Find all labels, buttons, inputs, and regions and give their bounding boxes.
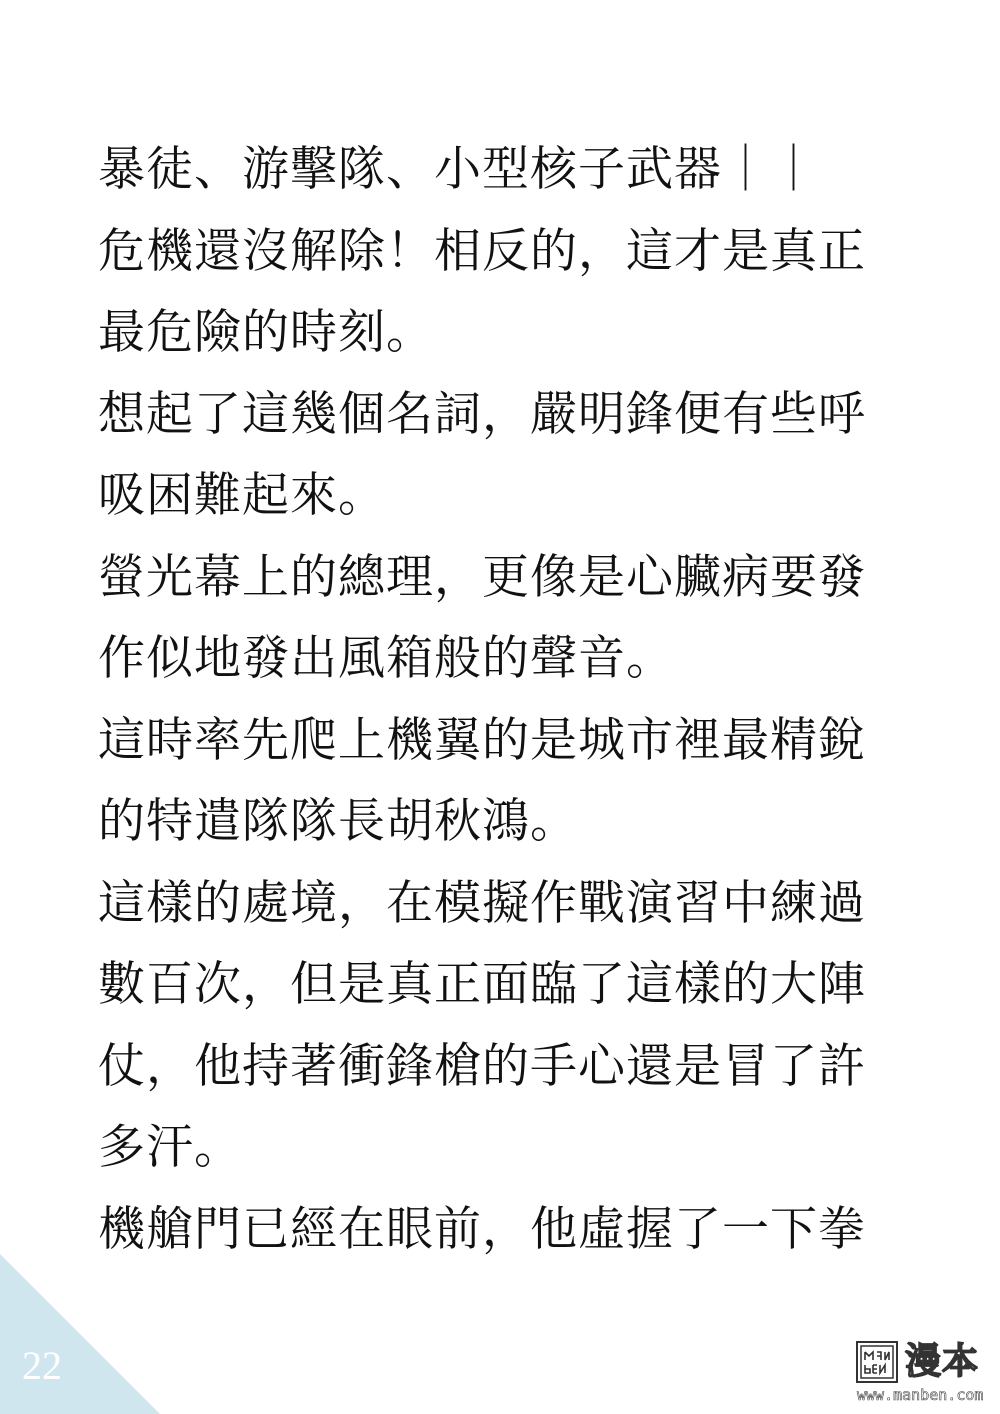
text-line: 危機還沒解除！相反的，這才是真正 bbox=[98, 223, 866, 279]
text-line: 仗，他持著衝鋒槍的手心還是冒了許 bbox=[98, 1038, 866, 1094]
manben-logo-icon bbox=[855, 1340, 899, 1384]
text-line: 作似地發出風箱般的聲音。 bbox=[98, 631, 674, 686]
text-line: 吸困難起來。 bbox=[98, 468, 386, 523]
watermark-url: www.manben.com bbox=[857, 1386, 984, 1404]
text-line: 螢光幕上的總理，更像是心臟病要發 bbox=[98, 549, 866, 605]
text-line: 多汗。 bbox=[98, 1120, 242, 1175]
text-line: 想起了這幾個名詞，嚴明鋒便有些呼 bbox=[98, 386, 866, 442]
text-line: 數百次，但是真正面臨了這樣的大陣 bbox=[98, 957, 866, 1012]
text-line: 的特遣隊隊長胡秋鴻。 bbox=[98, 794, 578, 849]
watermark bbox=[855, 1340, 995, 1408]
text-line: 最危險的時刻。 bbox=[98, 305, 434, 360]
body-text bbox=[98, 129, 898, 1270]
corner-decoration bbox=[0, 1254, 160, 1414]
text-line: 機艙門已經在眼前，他虛握了一下拳 bbox=[98, 1201, 866, 1257]
text-line: 這時率先爬上機翼的是城市裡最精銳 bbox=[98, 712, 866, 768]
watermark-mark: 漫本 bbox=[905, 1341, 980, 1382]
text-line: 暴徒、游擊隊、小型核子武器｜｜ bbox=[98, 142, 818, 197]
page-number: 22 bbox=[22, 1343, 62, 1388]
text-line: 這樣的處境，在模擬作戰演習中練過 bbox=[98, 875, 866, 931]
